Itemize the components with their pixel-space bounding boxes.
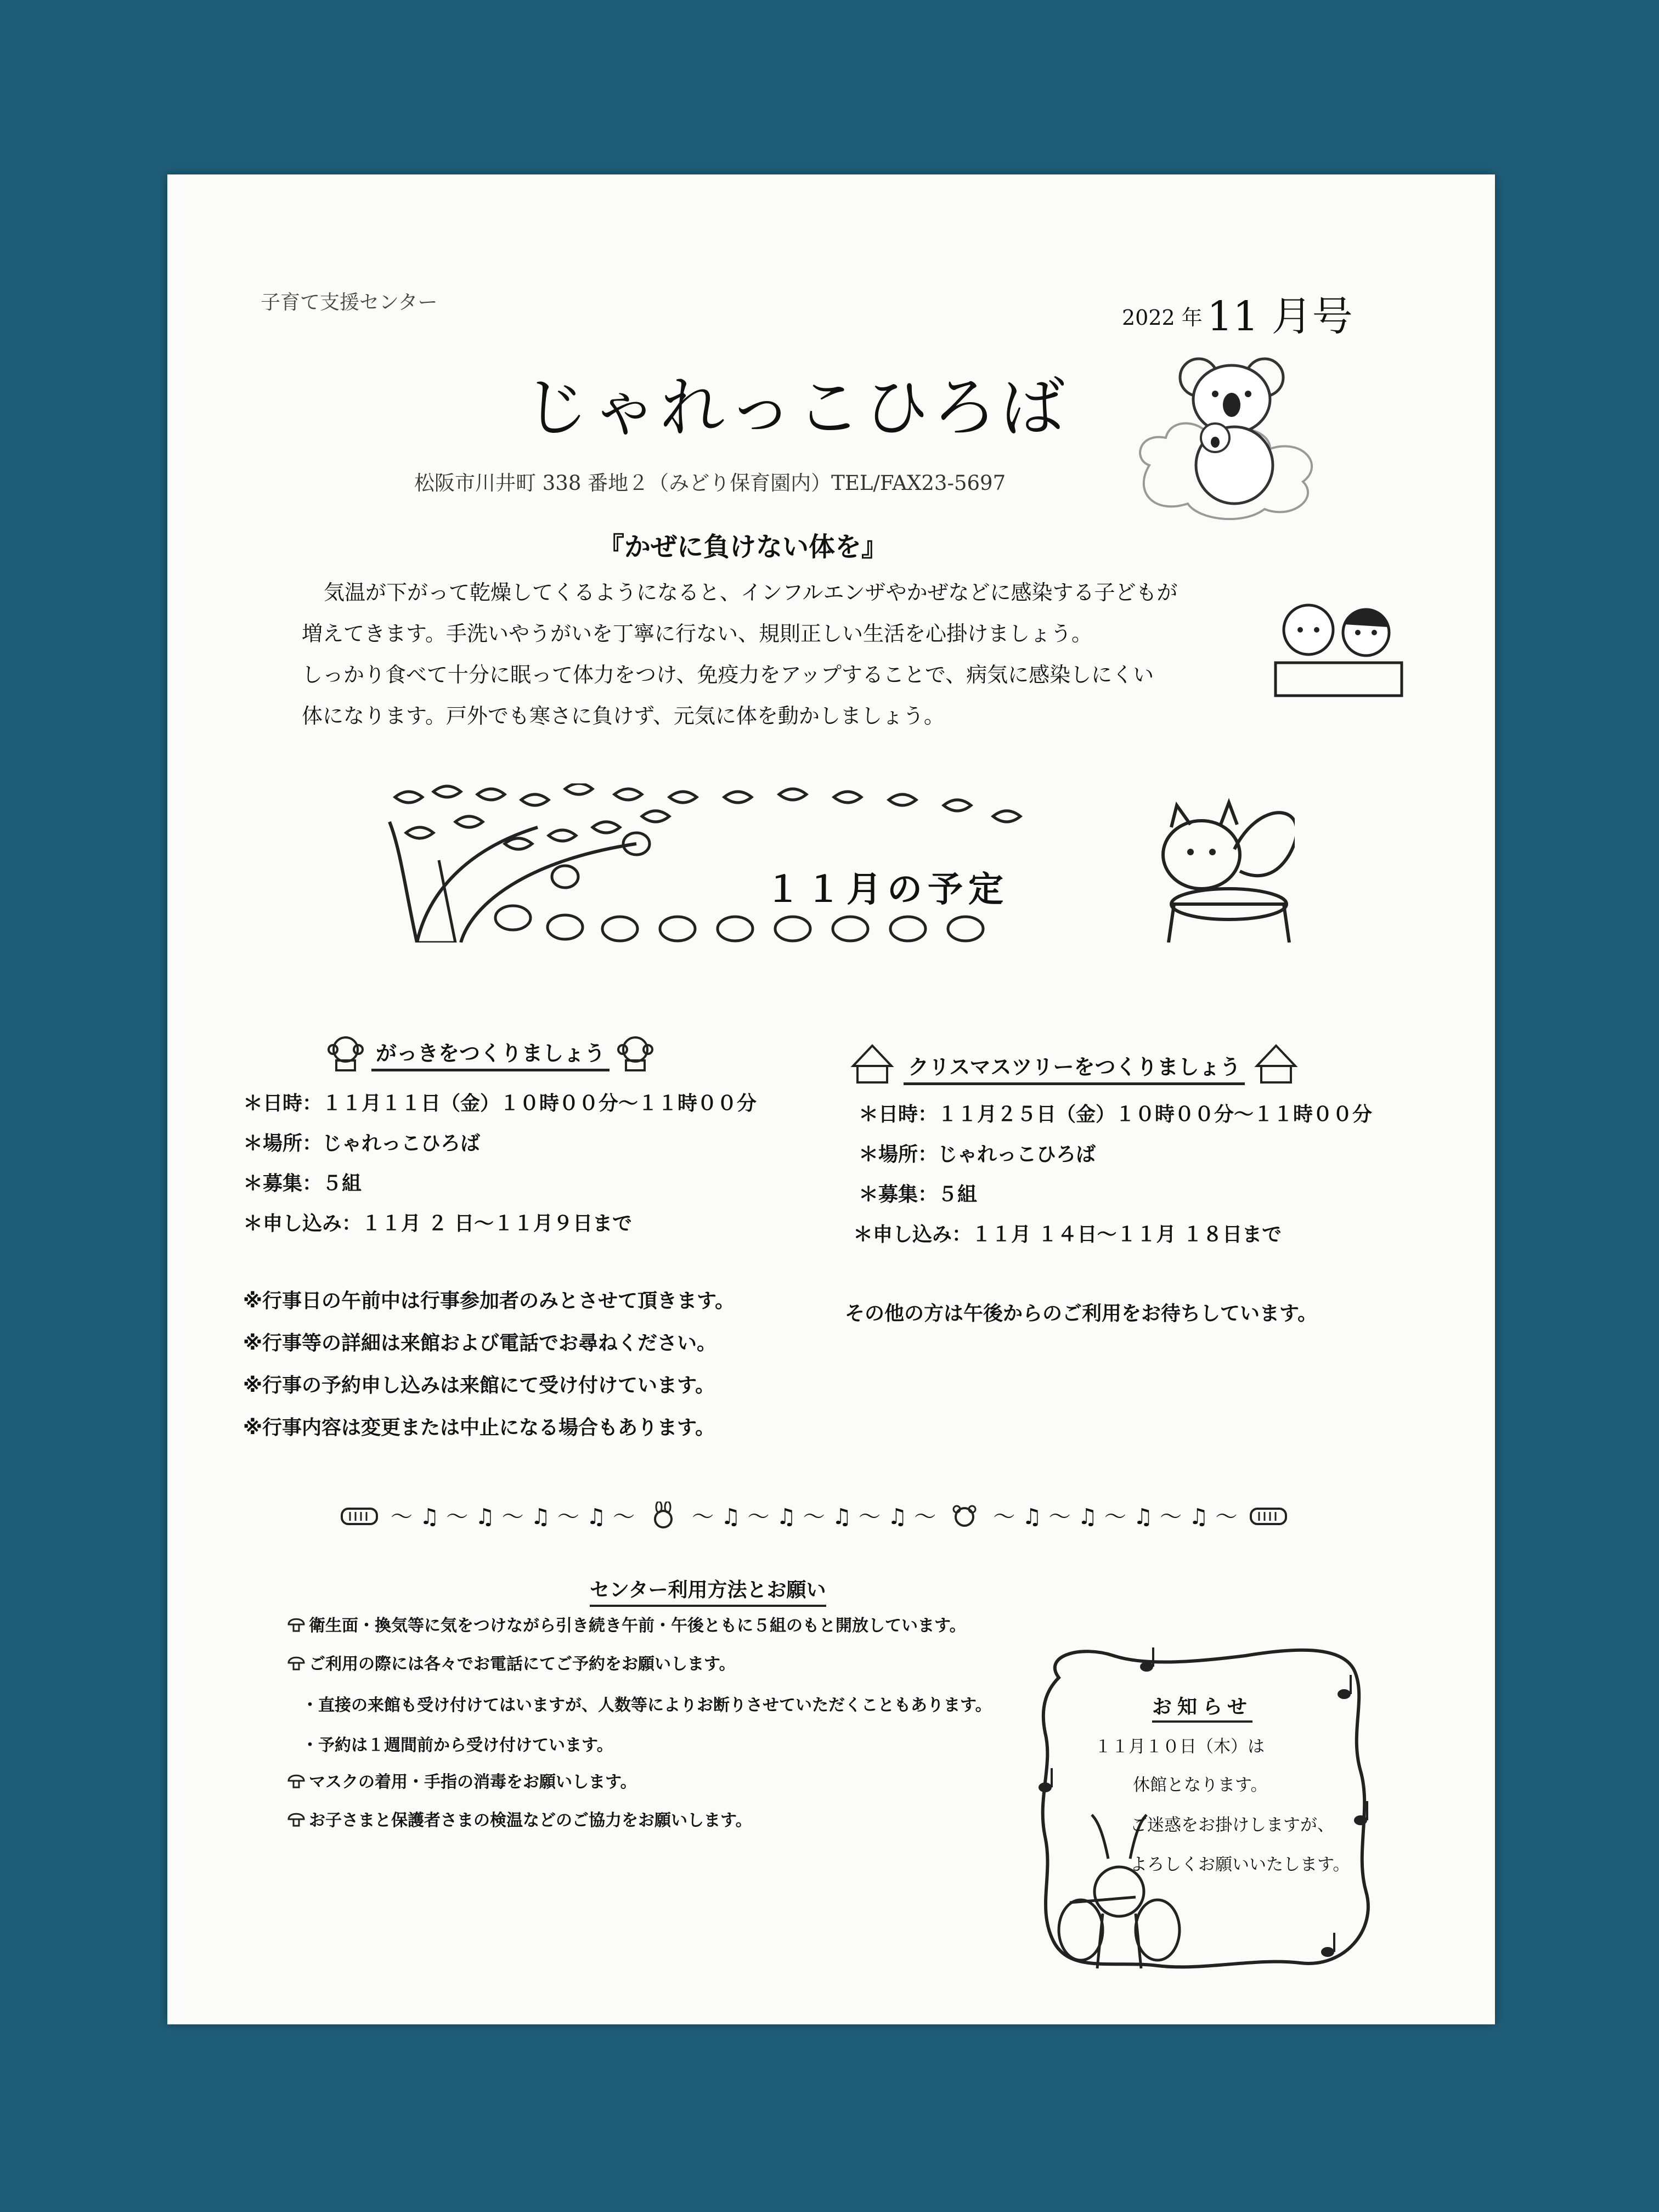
music-notes-text: 〜 ♫ 〜 ♫ 〜 ♫ 〜 ♫ 〜 xyxy=(993,1504,1238,1530)
newsletter-paper xyxy=(167,174,1495,2024)
event-1-title: がっきをつくりましょう xyxy=(371,1036,610,1071)
mushroom-icon xyxy=(287,1771,306,1790)
usage-rule-text: 衛生面・換気等に気をつけながら引き続き午前・午後ともに５組のもと開放しています。 xyxy=(309,1616,966,1635)
issue-month: 11 月号 xyxy=(1207,293,1353,340)
event-2-capacity: ＊募集：５組 xyxy=(859,1183,978,1206)
notice-line: ご迷惑をお掛けしますが、 xyxy=(1130,1815,1334,1835)
usage-rule xyxy=(287,1650,736,1674)
music-notes-text: 〜 ♫ 〜 ♫ 〜 ♫ 〜 ♫ 〜 xyxy=(692,1504,936,1530)
usage-rule-text: ご利用の際には各々でお電話にてご予約をお願いします。 xyxy=(309,1655,736,1674)
notice-line: １１月１０日（木）は xyxy=(1094,1737,1265,1757)
usage-rule xyxy=(287,1768,637,1792)
usage-rule xyxy=(287,1612,966,1636)
intro-headline: 『かぜに負けない体を』 xyxy=(598,532,888,562)
note-line: ※行事日の午前中は行事参加者のみとさせて頂きます。 xyxy=(243,1290,735,1312)
usage-subrule: ・直接の来館も受け付けてはいますが、人数等によりお断りさせていただくこともあります。 xyxy=(302,1696,992,1715)
issue-year: 2022 年 xyxy=(1122,306,1203,330)
event-2-header xyxy=(848,1041,1301,1085)
children-handwashing-illustration xyxy=(1270,597,1407,707)
notice-line: よろしくお願いいたします。 xyxy=(1130,1855,1350,1875)
organization-name: 子育て支援センター xyxy=(261,291,438,314)
usage-rule-text: お子さまと保護者さまの検温などのご協力をお願いします。 xyxy=(309,1811,752,1830)
mushroom-icon xyxy=(287,1653,306,1672)
gingerbread-house-icon xyxy=(1251,1041,1301,1085)
bear-icon xyxy=(948,1502,981,1529)
event-2-place: ＊場所：じゃれっこひろば xyxy=(859,1143,1096,1166)
mushroom-icon xyxy=(287,1809,306,1828)
intro-line: しっかり食べて十分に眠って体力をつけ、免疫力をアップすることで、病気に感染しにくい xyxy=(302,663,1154,687)
event-2-title: クリスマスツリーをつくりましょう xyxy=(904,1050,1245,1085)
event-1-application: ＊申し込み：１１月 ２ 日～１１月９日まで xyxy=(243,1212,633,1235)
schedule-banner-title: １１月の予定 xyxy=(765,870,1009,910)
music-decoration-row xyxy=(340,1499,1288,1531)
rabbit-icon xyxy=(647,1502,680,1529)
event-2-datetime: ＊日時：１１月２５日（金）１０時００分～１１時００分 xyxy=(859,1103,1373,1126)
event-1-place: ＊場所：じゃれっこひろば xyxy=(243,1132,481,1155)
notice-line: 休館となります。 xyxy=(1133,1775,1268,1795)
intro-line: 体になります。戸外でも寒さに負けず、元気に体を動かしましょう。 xyxy=(302,704,945,728)
piano-icon xyxy=(1249,1504,1288,1526)
event-notes xyxy=(243,1285,735,1454)
usage-subrule: ・予約は１週間前から受け付けています。 xyxy=(302,1736,613,1755)
event-1-datetime: ＊日時：１１月１１日（金）１０時００分～１１時００分 xyxy=(243,1092,757,1115)
event-2-application: ＊申し込み：１１月 １４日～１１月 １８日まで xyxy=(853,1223,1282,1246)
mushroom-icon xyxy=(287,1615,306,1633)
music-notes-text: 〜 ♫ 〜 ♫ 〜 ♫ 〜 ♫ 〜 xyxy=(391,1504,635,1530)
intro-paragraph xyxy=(302,572,1344,737)
notice-title: お知らせ xyxy=(1152,1691,1252,1723)
note-line: ※行事等の詳細は来館および電話でお尋ねください。 xyxy=(243,1332,716,1355)
monkey-icon xyxy=(326,1033,365,1071)
usage-section-title: センター利用方法とお願い xyxy=(590,1575,826,1607)
afternoon-note: その他の方は午後からのご利用をお待ちしています。 xyxy=(845,1302,1318,1325)
note-line: ※行事の予約申し込みは来館にて受け付けています。 xyxy=(243,1374,715,1397)
monkey-icon xyxy=(616,1033,654,1071)
event-1-header xyxy=(326,1033,654,1071)
usage-rule-text: マスクの着用・手指の消毒をお願いします。 xyxy=(309,1773,637,1792)
note-line: ※行事内容は変更または中止になる場合もあります。 xyxy=(243,1417,715,1439)
intro-line: 気温が下がって乾燥してくるようになると、インフルエンザやかぜなどに感染する子どもが xyxy=(324,580,1178,605)
koala-illustration xyxy=(1133,356,1330,520)
usage-rule xyxy=(287,1807,752,1831)
piano-icon xyxy=(340,1504,379,1526)
newsletter-title: じゃれっこひろば xyxy=(524,370,1069,445)
address-contact: 松阪市川井町 338 番地２（みどり保育園内）TEL/FAX23-5697 xyxy=(414,471,1006,495)
gingerbread-house-icon xyxy=(848,1041,897,1085)
intro-line: 増えてきます。手洗いやうがいを丁寧に行ない、規則正しい生活を心掛けましょう。 xyxy=(302,622,1092,646)
event-1-capacity: ＊募集：５組 xyxy=(243,1172,362,1195)
